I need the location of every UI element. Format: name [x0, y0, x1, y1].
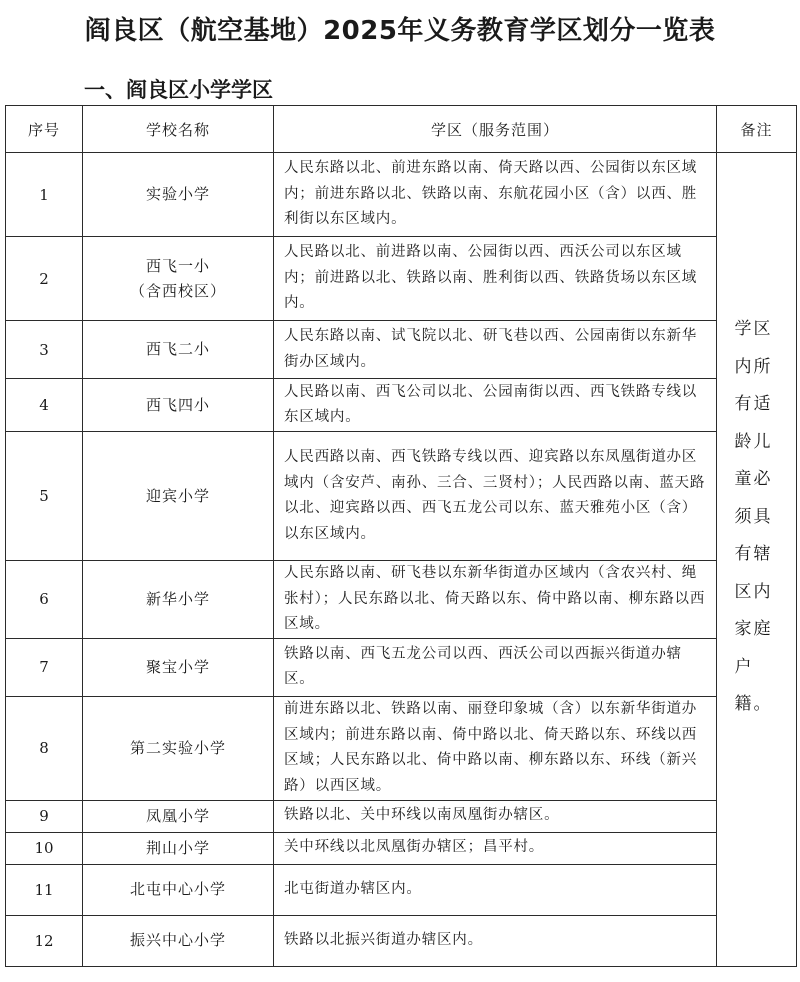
header-remark: 备注 [717, 106, 797, 153]
header-index: 序号 [6, 106, 83, 153]
row-index: 11 [6, 864, 83, 915]
district-range: 北屯街道办辖区内。 [274, 864, 717, 915]
table-row [6, 864, 797, 915]
table-row [6, 800, 797, 832]
row-index: 4 [6, 379, 83, 432]
school-name: 北屯中心小学 [129, 880, 226, 898]
remark-cell [717, 153, 797, 967]
district-range: 铁路以南、西飞五龙公司以西、西沃公司以西振兴街道办辖区。 [274, 638, 717, 696]
table-row [6, 321, 797, 379]
row-index: 12 [6, 915, 83, 966]
row-index: 1 [6, 153, 83, 237]
district-range: 铁路以北、关中环线以南凤凰街办辖区。 [274, 800, 717, 832]
row-index: 6 [6, 561, 83, 639]
school-name-cell [83, 696, 274, 800]
document-title: 阎良区（航空基地）2025年义务教育学区划分一览表 [84, 16, 716, 46]
school-name-cell [83, 321, 274, 379]
table-row [6, 696, 797, 800]
school-name-cell [83, 638, 274, 696]
school-name: 荆山小学 [145, 838, 210, 857]
header-school: 学校名称 [83, 106, 274, 153]
row-index: 2 [6, 237, 83, 321]
school-name: 凤凰小学 [145, 806, 210, 825]
remark-text: 学区内所有适龄儿童必须具有辖区内家庭户籍。 [734, 319, 773, 714]
table-row [6, 432, 797, 561]
table-header-row [6, 106, 797, 153]
district-range: 人民路以北、前进路以南、公园街以西、西沃公司以东区域内；前进路以北、铁路以南、胜利街以西、铁路货场以东区域内。 [274, 237, 717, 321]
school-name: 实验小学 [145, 185, 210, 203]
row-index: 7 [6, 638, 83, 696]
row-index: 5 [6, 432, 83, 561]
district-range: 人民西路以南、西飞铁路专线以西、迎宾路以东凤凰街道办区域内（含安芦、南孙、三合、三贤村）；人民西路以南、蓝天路以北、迎宾路以西、西飞五龙公司以东、蓝天雅苑小区（含）以东区域内。 [274, 432, 717, 561]
row-index: 3 [6, 321, 83, 379]
table-row [6, 915, 797, 966]
school-name-cell [83, 832, 274, 864]
school-name-cell [83, 864, 274, 915]
table-row [6, 561, 797, 639]
school-name-cell [83, 379, 274, 432]
school-name: 新华小学 [145, 589, 210, 608]
school-name-cell [83, 153, 274, 237]
row-index: 8 [6, 696, 83, 800]
section-heading: 一、阎良区小学学区 [84, 78, 273, 102]
school-district-table [5, 105, 797, 967]
school-name: 西飞二小 [145, 340, 210, 358]
school-name-cell [83, 915, 274, 966]
table-row [6, 638, 797, 696]
row-index: 10 [6, 832, 83, 864]
school-name-cell [83, 561, 274, 639]
school-name: 西飞一小 [145, 256, 210, 275]
row-index: 9 [6, 800, 83, 832]
table-row [6, 153, 797, 237]
district-range: 前进东路以北、铁路以南、丽登印象城（含）以东新华街道办区域内；前进东路以南、倚中路以北、倚天路以东、环线以西区域；人民东路以北、倚中路以南、柳东路以东、环线（新兴路）以西区域。 [274, 696, 717, 800]
school-name: 第二实验小学 [129, 738, 226, 757]
district-range: 人民东路以南、研飞巷以东新华街道办区域内（含农兴村、绳张村）；人民东路以北、倚天路以东、倚中路以南、柳东路以西区域。 [274, 561, 717, 639]
school-name: 迎宾小学 [145, 486, 210, 505]
district-range: 铁路以北振兴街道办辖区内。 [274, 915, 717, 966]
school-name-cell [83, 237, 274, 321]
school-name-cell [83, 800, 274, 832]
school-name-cell [83, 432, 274, 561]
district-range: 人民路以南、西飞公司以北、公园南街以西、西飞铁路专线以东区域内。 [274, 379, 717, 432]
district-range: 人民东路以南、试飞院以北、研飞巷以西、公园南街以东新华街办区域内。 [274, 321, 717, 379]
header-district: 学区（服务范围） [274, 106, 717, 153]
school-name-note: （含西校区） [129, 281, 226, 300]
school-name: 聚宝小学 [145, 657, 210, 676]
table-row [6, 832, 797, 864]
school-name: 振兴中心小学 [129, 931, 226, 949]
table-row [6, 379, 797, 432]
district-range: 关中环线以北凤凰街办辖区；昌平村。 [274, 832, 717, 864]
district-range: 人民东路以北、前进东路以南、倚天路以西、公园街以东区域内；前进东路以北、铁路以南、东航花园小区（含）以西、胜利街以东区域内。 [274, 153, 717, 237]
table-row [6, 237, 797, 321]
school-name: 西飞四小 [145, 395, 210, 414]
